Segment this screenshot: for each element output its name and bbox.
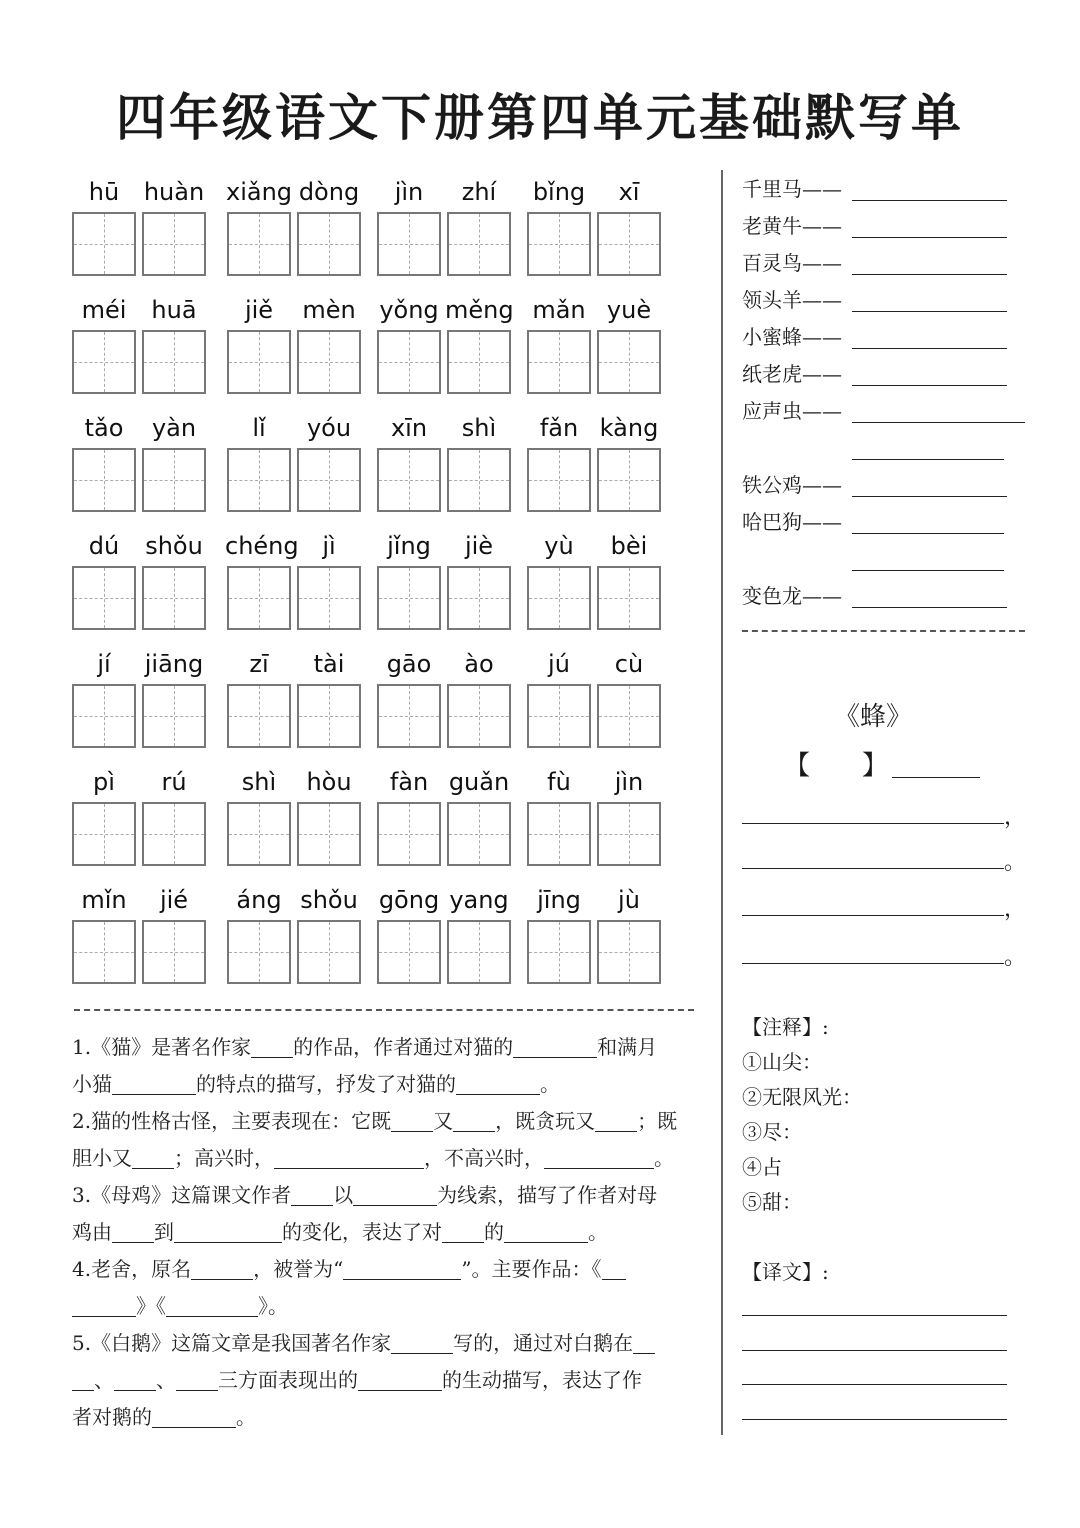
question-2-line-2: 胆小又 ；高兴时， ，不高兴时， 。 xyxy=(72,1146,674,1170)
pinyin-label: chéng xyxy=(225,532,299,560)
poem-title: 《蜂》 xyxy=(833,702,912,732)
writing-cell[interactable] xyxy=(142,212,206,276)
writing-cell[interactable] xyxy=(447,212,511,276)
pinyin-label: xī xyxy=(618,178,640,206)
blank[interactable] xyxy=(114,1368,156,1391)
blank[interactable] xyxy=(353,1183,437,1206)
poem-author-bracket: 【 】 xyxy=(784,745,980,782)
answer-line[interactable] xyxy=(852,385,1007,386)
pinyin-label: jiāng xyxy=(144,650,204,678)
blank[interactable] xyxy=(504,1220,588,1243)
blank[interactable] xyxy=(72,1294,136,1317)
pinyin-label: mǎn xyxy=(532,296,586,324)
answer-line[interactable] xyxy=(852,348,1007,349)
blank[interactable] xyxy=(191,1257,253,1280)
pinyin-label: jù xyxy=(618,886,640,914)
writing-cell[interactable] xyxy=(227,684,291,748)
translation-line[interactable] xyxy=(742,1384,1007,1385)
writing-cell[interactable] xyxy=(142,920,206,984)
writing-cell[interactable] xyxy=(377,802,441,866)
blank[interactable] xyxy=(456,1072,540,1095)
pinyin-label: yóu xyxy=(306,414,352,442)
pinyin-label: jìn xyxy=(394,178,424,206)
blank[interactable] xyxy=(176,1368,218,1391)
writing-cell[interactable] xyxy=(297,330,361,394)
pinyin-label: gāo xyxy=(386,650,432,678)
pinyin-label: fàn xyxy=(389,768,429,796)
pinyin-label: huàn xyxy=(143,178,205,206)
writing-cell[interactable] xyxy=(297,212,361,276)
writing-cell[interactable] xyxy=(447,920,511,984)
poem-line-2[interactable] xyxy=(742,868,1004,869)
writing-cell[interactable] xyxy=(227,330,291,394)
pinyin-label: bèi xyxy=(610,532,648,560)
question-4-line-1: 4.老舍，原名 ，被誉为“ ”。主要作品：《 xyxy=(72,1251,722,1288)
notes-header: 【注释】: xyxy=(742,1015,829,1039)
pinyin-label: fù xyxy=(547,768,571,796)
blank[interactable] xyxy=(602,1257,626,1280)
writing-cell[interactable] xyxy=(597,920,661,984)
pinyin-label: mèn xyxy=(302,296,356,324)
answer-line[interactable] xyxy=(852,533,1004,534)
pinyin-grid xyxy=(72,178,672,988)
pinyin-label: yǒng xyxy=(379,296,439,324)
answer-line[interactable] xyxy=(852,237,1007,238)
writing-cell[interactable] xyxy=(297,802,361,866)
fill-in-questions xyxy=(72,1029,722,1436)
author-blank[interactable] xyxy=(892,755,980,778)
pinyin-label: mǐn xyxy=(81,886,127,914)
writing-cell[interactable] xyxy=(447,802,511,866)
pinyin-label: jǐng xyxy=(387,532,431,560)
answer-line[interactable] xyxy=(852,459,1004,460)
writing-cell[interactable] xyxy=(142,330,206,394)
pinyin-label: lǐ xyxy=(252,414,266,442)
blank[interactable] xyxy=(291,1183,333,1206)
pinyin-label: rú xyxy=(161,768,187,796)
answer-line[interactable] xyxy=(852,200,1007,201)
writing-cell[interactable] xyxy=(297,566,361,630)
pinyin-label: xīn xyxy=(390,414,428,442)
writing-cell[interactable] xyxy=(297,684,361,748)
writing-cell[interactable] xyxy=(527,920,591,984)
poem-line-4[interactable] xyxy=(742,963,1004,964)
blank[interactable] xyxy=(391,1109,433,1132)
pinyin-label: tài xyxy=(313,650,345,678)
writing-cell[interactable] xyxy=(72,212,136,276)
pinyin-label: hòu xyxy=(306,768,352,796)
animal-item: 变色龙—— xyxy=(742,584,842,608)
writing-cell[interactable] xyxy=(377,566,441,630)
blank[interactable] xyxy=(391,1331,453,1354)
pinyin-label: zhí xyxy=(461,178,497,206)
pinyin-label: jié xyxy=(159,886,189,914)
pinyin-label: xiǎng xyxy=(225,178,293,206)
pinyin-label: tǎo xyxy=(84,414,124,442)
answer-line[interactable] xyxy=(852,496,1007,497)
pinyin-label: shì xyxy=(461,414,497,442)
note-item: ③尽： xyxy=(742,1120,802,1144)
pinyin-label: yuè xyxy=(606,296,652,324)
pinyin-label: shì xyxy=(241,768,277,796)
blank[interactable] xyxy=(72,1368,94,1391)
pinyin-label: bǐng xyxy=(532,178,586,206)
writing-cell[interactable] xyxy=(597,212,661,276)
writing-cell[interactable] xyxy=(377,330,441,394)
writing-cell[interactable] xyxy=(72,802,136,866)
poem-punct: 。 xyxy=(1004,945,1027,970)
writing-cell[interactable] xyxy=(597,330,661,394)
answer-line[interactable] xyxy=(852,570,1004,571)
translation-line[interactable] xyxy=(742,1419,1007,1420)
pinyin-label: shǒu xyxy=(145,532,203,560)
poem-punct: ， xyxy=(1004,897,1027,922)
animal-item: 领头羊—— xyxy=(742,288,842,312)
blank[interactable] xyxy=(595,1109,637,1132)
pinyin-label: zī xyxy=(249,650,269,678)
writing-cell[interactable] xyxy=(447,684,511,748)
writing-cell[interactable] xyxy=(527,212,591,276)
blank[interactable] xyxy=(274,1146,424,1169)
writing-cell[interactable] xyxy=(142,802,206,866)
pinyin-label: měng xyxy=(445,296,514,324)
note-item: ④占 xyxy=(742,1155,782,1179)
writing-cell[interactable] xyxy=(377,684,441,748)
pinyin-label: fǎn xyxy=(539,414,579,442)
animal-item: 百灵鸟—— xyxy=(742,251,842,275)
pinyin-label: jí xyxy=(97,650,111,678)
writing-cell[interactable] xyxy=(72,330,136,394)
writing-cell[interactable] xyxy=(227,212,291,276)
animal-item: 应声虫—— xyxy=(742,399,842,423)
pinyin-label: yù xyxy=(544,532,574,560)
writing-cell[interactable] xyxy=(72,448,136,512)
translation-line[interactable] xyxy=(742,1315,1007,1316)
pinyin-label: guǎn xyxy=(448,768,510,796)
right-section-divider xyxy=(742,630,1025,632)
pinyin-label: cù xyxy=(614,650,644,678)
animal-item: 小蜜蜂—— xyxy=(742,325,842,349)
question-5-line-1: 5.《白鹅》这篇文章是我国著名作家 写的，通过对白鹅在 xyxy=(72,1325,722,1362)
note-item: ⑤甜： xyxy=(742,1190,802,1214)
blank[interactable] xyxy=(152,1405,236,1428)
animal-item: 纸老虎—— xyxy=(742,362,842,386)
question-5-line-3: 者对鹅的 。 xyxy=(72,1405,256,1429)
answer-line[interactable] xyxy=(852,422,1025,423)
pinyin-label: jú xyxy=(548,650,570,678)
writing-cell[interactable] xyxy=(447,448,511,512)
writing-cell[interactable] xyxy=(227,920,291,984)
writing-cell[interactable] xyxy=(527,330,591,394)
writing-cell[interactable] xyxy=(227,802,291,866)
writing-cell[interactable] xyxy=(227,448,291,512)
pinyin-label: hū xyxy=(88,178,120,206)
pinyin-label: jīng xyxy=(537,886,581,914)
writing-cell[interactable] xyxy=(597,802,661,866)
writing-cell[interactable] xyxy=(227,566,291,630)
blank[interactable] xyxy=(358,1368,442,1391)
question-4-line-2: 》《 》。 xyxy=(72,1288,722,1325)
writing-cell[interactable] xyxy=(142,566,206,630)
writing-cell[interactable] xyxy=(527,566,591,630)
poem-line-3[interactable] xyxy=(742,915,1004,916)
writing-cell[interactable] xyxy=(72,684,136,748)
note-item: ②无限风光： xyxy=(742,1085,862,1109)
blank[interactable] xyxy=(633,1331,655,1354)
pinyin-label: ào xyxy=(464,650,494,678)
note-item: ①山尖： xyxy=(742,1050,822,1074)
poem-punct: ， xyxy=(1004,805,1027,830)
pinyin-label: jì xyxy=(322,532,336,560)
blank[interactable] xyxy=(166,1294,258,1317)
animal-item: 铁公鸡—— xyxy=(742,473,842,497)
pinyin-label: áng xyxy=(236,886,282,914)
writing-cell[interactable] xyxy=(72,566,136,630)
writing-cell[interactable] xyxy=(527,448,591,512)
writing-cell[interactable] xyxy=(527,802,591,866)
question-1-line-1: 1.《猫》是著名作家 的作品，作者通过对猫的 和满月 xyxy=(72,1035,658,1059)
translation-line[interactable] xyxy=(742,1350,1007,1351)
animal-item: 千里马—— xyxy=(742,177,842,201)
notes-section xyxy=(742,1010,862,1290)
blank[interactable] xyxy=(544,1146,654,1169)
question-3-line-1: 3.《母鸡》这篇课文作者 以 为线索，描写了作者对母 xyxy=(72,1183,658,1207)
pinyin-label: jiè xyxy=(464,532,494,560)
question-1-line-2: 小猫 的特点的描写，抒发了对猫的 。 xyxy=(72,1072,560,1096)
writing-cell[interactable] xyxy=(597,684,661,748)
blank[interactable] xyxy=(174,1220,282,1243)
writing-cell[interactable] xyxy=(597,566,661,630)
pinyin-label: kàng xyxy=(599,414,659,442)
poem-line-1[interactable] xyxy=(742,823,1004,824)
blank[interactable] xyxy=(343,1257,461,1280)
animal-item: 老黄牛—— xyxy=(742,214,842,238)
blank[interactable] xyxy=(442,1220,484,1243)
pinyin-label: yang xyxy=(449,886,509,914)
blank[interactable] xyxy=(132,1146,174,1169)
answer-line[interactable] xyxy=(852,311,1007,312)
question-3-line-2: 鸡由 到 的变化，表达了对 的 。 xyxy=(72,1220,608,1244)
pinyin-label: yàn xyxy=(151,414,197,442)
writing-cell[interactable] xyxy=(447,566,511,630)
section-divider xyxy=(74,1009,694,1011)
writing-cell[interactable] xyxy=(142,448,206,512)
answer-line[interactable] xyxy=(852,607,1007,608)
question-5-line-2: 、 、 三方面表现出的 的生动描写，表达了作 xyxy=(72,1362,722,1399)
pinyin-label: dú xyxy=(88,532,120,560)
pinyin-label: shǒu xyxy=(300,886,358,914)
blank[interactable] xyxy=(112,1220,154,1243)
writing-cell[interactable] xyxy=(142,684,206,748)
writing-cell[interactable] xyxy=(597,448,661,512)
writing-cell[interactable] xyxy=(72,920,136,984)
pinyin-label: pì xyxy=(93,768,115,796)
pinyin-label: gōng xyxy=(378,886,440,914)
pinyin-label: huā xyxy=(151,296,197,324)
question-2-line-1: 2.猫的性格古怪，主要表现在：它既 又 ，既贪玩又 ；既 xyxy=(72,1109,678,1133)
animal-item: 哈巴狗—— xyxy=(742,510,842,534)
blank[interactable] xyxy=(112,1072,196,1095)
page-title: 四年级语文下册第四单元基础默写单 xyxy=(116,89,964,147)
writing-cell[interactable] xyxy=(447,330,511,394)
blank[interactable] xyxy=(453,1109,495,1132)
writing-cell[interactable] xyxy=(377,920,441,984)
writing-cell[interactable] xyxy=(377,448,441,512)
pinyin-label: jìn xyxy=(614,768,644,796)
pinyin-label: jiě xyxy=(244,296,274,324)
poem-punct: 。 xyxy=(1004,850,1027,875)
writing-cell[interactable] xyxy=(297,920,361,984)
answer-line[interactable] xyxy=(852,274,1007,275)
writing-cell[interactable] xyxy=(527,684,591,748)
translation-header: 【译文】: xyxy=(742,1260,829,1284)
pinyin-label: méi xyxy=(81,296,127,324)
writing-cell[interactable] xyxy=(377,212,441,276)
blank[interactable] xyxy=(513,1035,597,1058)
pinyin-label: dòng xyxy=(298,178,360,206)
writing-cell[interactable] xyxy=(297,448,361,512)
blank[interactable] xyxy=(251,1035,293,1058)
